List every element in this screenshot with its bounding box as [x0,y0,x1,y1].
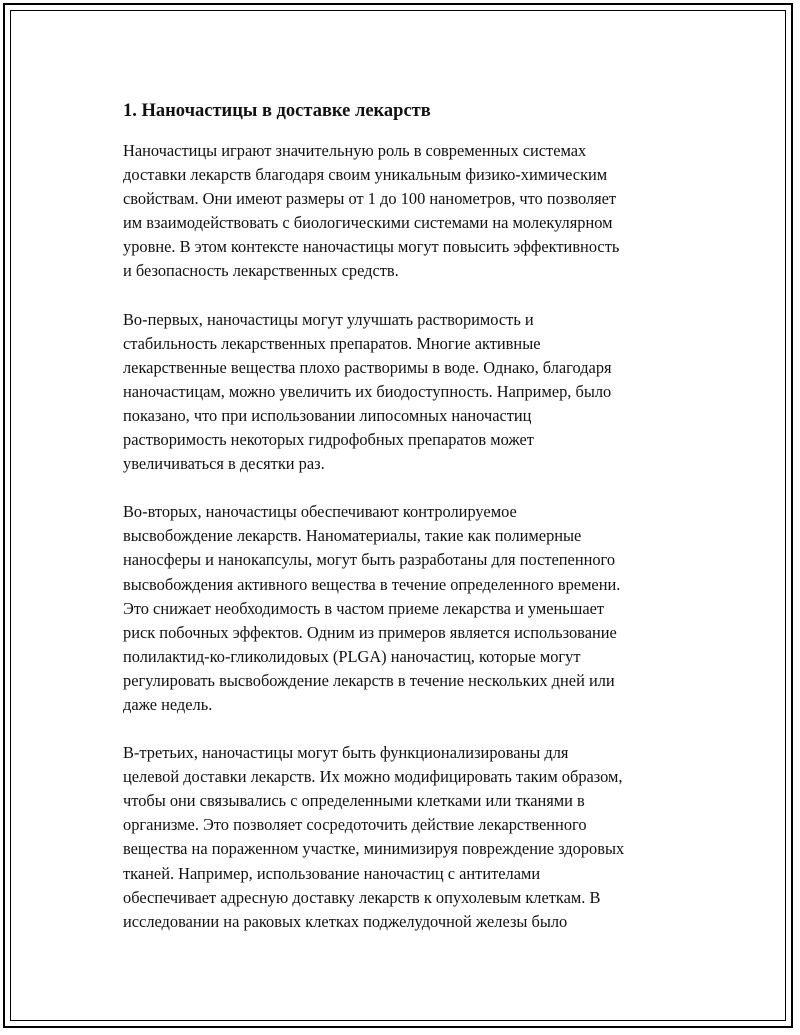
paragraph-line: целевой доставки лекарств. Их можно модифицировать таким образом, [123,767,623,787]
paragraph-line: чтобы они связывались с определенными клетками или тканями в [123,791,585,811]
paragraph-line: организме. Это позволяет сосредоточить действие лекарственного [123,815,587,835]
paragraph-line: риск побочных эффектов. Одним из примеров является использование [123,622,617,642]
paragraph-line: наносферы и нанокапсулы, могут быть разработаны для постепенного [123,550,616,570]
paragraph-line: В-третьих, наночастицы могут быть функционализированы для [123,743,569,763]
paragraph-line: тканей. Например, использование наночастиц с антителами [123,863,541,883]
paragraph-line: им взаимодействовать с биологическими системами на молекулярном [123,213,613,233]
paragraph-line: Во-первых, наночастицы могут улучшать растворимость и [123,309,534,329]
paragraph-line: высвобождение лекарств. Наноматериалы, такие как полимерные [123,526,582,546]
paragraph-line: показано, что при использовании липосомных наночастиц [123,405,532,425]
paragraph [123,139,703,284]
paragraph-line: свойствам. Они имеют размеры от 1 до 100 нанометров, что позволяет [123,189,617,209]
paragraph-line: и безопасность лекарственных средств. [123,261,399,281]
paragraph-line: уровне. В этом контексте наночастицы могут повысить эффективность [123,237,620,257]
paragraph-line: высвобождения активного вещества в течение определенного времени. [123,574,621,594]
paragraph-line: даже недель. [123,694,213,714]
paragraph-line: стабильность лекарственных препаратов. Многие активные [123,333,541,353]
paragraph-line: Во-вторых, наночастицы обеспечивают контролируемое [123,502,517,522]
paragraph-line: Наночастицы играют значительную роль в современных системах [123,141,587,160]
section-heading: 1. Наночастицы в доставке лекарств [123,101,431,121]
paragraph-line: полилактид-ко-гликолидовых (PLGA) наночастиц, которые могут [123,646,581,666]
paragraph-line: Это снижает необходимость в частом приеме лекарства и уменьшает [123,598,605,618]
paragraph-line: обеспечивает адресную доставку лекарств к опухолевым клеткам. В [123,887,601,907]
paragraph [123,741,703,934]
paragraph [123,308,703,477]
document-content [123,97,703,958]
paragraph-line: лекарственные вещества плохо растворимы в воде. Однако, благодаря [123,357,612,377]
paragraph-line: вещества на пораженном участке, минимизируя повреждение здоровых [123,839,625,859]
paragraph-line: увеличиваться в десятки раз. [123,454,325,474]
paragraphs-container [123,139,703,934]
paragraph-line: исследовании на раковых клетках поджелудочной железы было [123,911,568,931]
paragraph-line: наночастицам, можно увеличить их биодоступность. Например, было [123,381,612,401]
paragraph-line: регулировать высвобождение лекарств в течение нескольких дней или [123,670,615,690]
document-page [3,3,793,1028]
paragraph [123,500,703,717]
paragraph-line: доставки лекарств благодаря своим уникальным физико-химическим [123,165,608,185]
paragraph-line: растворимость некоторых гидрофобных препаратов может [123,430,534,450]
